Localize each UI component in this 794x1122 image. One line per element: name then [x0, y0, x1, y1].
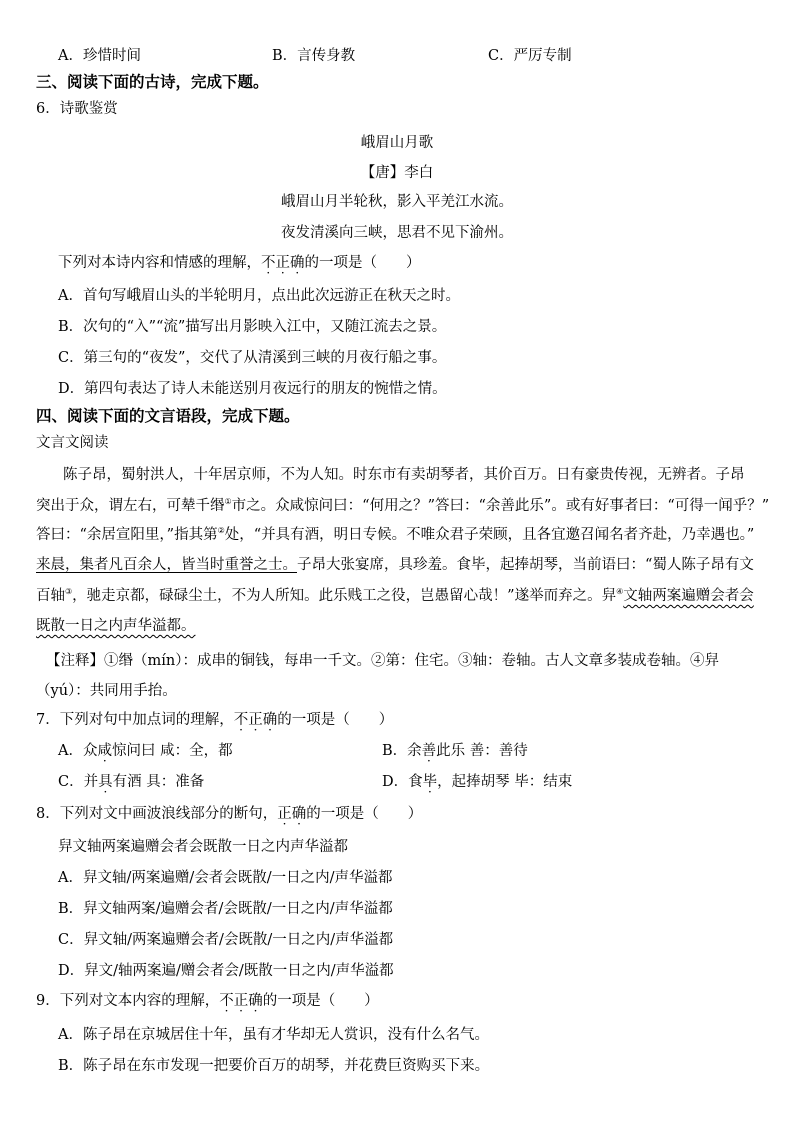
dotted-word: 具	[98, 774, 113, 790]
q6-option-a: A．首句写峨眉山头的半轮明月，点出此次远游正在秋天之时。	[58, 288, 460, 304]
poem-line-2: 夜发清溪向三峡，思君不见下渝州。	[281, 225, 513, 241]
q8-stem-dot: 正	[277, 806, 292, 822]
q9-option-a: A．陈子昂在京城居住十年，虽有才华却无人赏识，没有什么名气。	[58, 1027, 489, 1043]
passage-text: 答曰：“余居宣阳里，”指其第	[36, 527, 218, 543]
option-text: B．余	[382, 743, 422, 759]
footnote-ref: ④	[616, 587, 624, 597]
q8-option-b: B．舁文轴两案/遍赠会者/会既散/一日之内/声华溢都	[58, 901, 393, 917]
q7-option-a	[58, 739, 233, 760]
q9-stem-dot: 不	[219, 993, 234, 1009]
q8-stem	[36, 802, 422, 823]
q7-stem	[36, 708, 393, 729]
footnote-ref: ①	[224, 497, 232, 507]
passage-text: 子昂大张宴席，具珍羞。食毕，起捧胡琴，当前语曰：“蜀人陈子昂有文	[297, 557, 754, 573]
q8-stem-pre: 8．下列对文中画波浪线部分的断句，	[36, 806, 278, 822]
q8-stem-post: 的一项是（ ）	[306, 806, 423, 822]
poem-line-1: 峨眉山月半轮秋，影入平羌江水流。	[281, 194, 513, 210]
option-text: ，起捧胡琴 毕：结束	[437, 774, 573, 790]
wavy-underlined-text: 文轴两案遍赠会者会	[623, 588, 754, 604]
passage-text: 百轴	[36, 588, 65, 604]
dotted-word: 善	[421, 743, 437, 759]
q8-sentence: 舁文轴两案遍赠会者会既散一日之内声华溢都	[58, 839, 348, 855]
q5-option-b: B．言传身教	[272, 48, 356, 64]
poem-author: 【唐】李白	[360, 165, 434, 181]
q7-stem-dot: 不	[233, 712, 249, 728]
q7-stem-pre: 7．下列对句中加点词的理解，	[36, 712, 234, 728]
passage-line-1: 陈子昂，蜀射洪人，十年居京师，不为人知。时东市有卖胡琴者，其价百万。日有豪贵传视，无辨者。子昂	[63, 467, 745, 483]
section4-heading: 四、阅读下面的文言语段，完成下题。	[36, 406, 300, 425]
q8-stem-dot: 确	[291, 806, 307, 822]
option-text: C．并	[58, 774, 99, 790]
q6-stem-dot: 不	[261, 255, 276, 271]
wavy-underlined-text: 既散一日之内声华溢都。	[36, 618, 196, 634]
option-text: 惊问曰 咸：全，都	[111, 743, 233, 759]
q7-stem-post: 的一项是（ ）	[277, 712, 394, 728]
q6-stem	[58, 251, 421, 272]
q6-stem-dot: 正	[275, 255, 290, 271]
q5-option-a: A．珍惜时间	[58, 48, 141, 64]
q6-stem-dot: 确	[290, 255, 305, 271]
q6-stem-post: 的一项是（ ）	[304, 255, 421, 271]
section3-heading: 三、阅读下面的古诗，完成下题。	[36, 72, 269, 91]
q9-stem	[36, 989, 379, 1010]
q8-option-d: D．舁文/轴两案遍/赠会者会/既散一日之内/声华溢都	[58, 963, 394, 979]
option-text: 此乐 善：善待	[436, 743, 528, 759]
q9-stem-post: 的一项是（ ）	[262, 993, 379, 1009]
passage-line-3	[36, 523, 754, 544]
q6-option-c: C．第三句的“夜发”，交代了从清溪到三峡的月夜行船之事。	[58, 350, 447, 366]
q5-option-c: C．严厉专制	[488, 48, 572, 64]
q9-stem-dot: 确	[248, 993, 263, 1009]
underlined-sentence: 来晨，集者凡百余人，皆当时重誉之士。	[36, 557, 297, 573]
passage-line-5	[36, 584, 754, 605]
q7-stem-dot: 确	[262, 712, 278, 728]
section4-label: 文言文阅读	[36, 435, 109, 451]
passage-text: 突出于众，谓左右，可辇千缗	[36, 498, 225, 514]
dotted-word: 毕	[422, 774, 438, 790]
q6-option-d: D．第四句表达了诗人未能送别月夜远行的朋友的惋惜之情。	[58, 381, 447, 397]
q7-option-b	[382, 739, 528, 760]
notes-line-2: （yú）：共同用手抬。	[36, 683, 177, 699]
q6-stem-pre: 下列对本诗内容和情感的理解，	[58, 255, 261, 271]
option-text: A．众	[58, 743, 98, 759]
passage-line-4	[36, 553, 754, 574]
q6-option-b: B．次句的“入”“流”描写出月影映入江中，又随江流去之景。	[58, 319, 447, 335]
q8-option-c: C．舁文轴/两案遍赠会者/会既散/一日之内/声华溢都	[58, 932, 394, 948]
passage-text: ，驰走京都，碌碌尘土，不为人所知。此乐贱工之役，岂愚留心哉！”遂举而弃之。舁	[72, 588, 617, 604]
passage-line-6	[36, 614, 196, 635]
q9-option-b: B．陈子昂在东市发现一把要价百万的胡琴，并花费巨资购买下来。	[58, 1058, 490, 1074]
q9-stem-dot: 正	[233, 993, 249, 1009]
footnote-ref: ③	[65, 587, 73, 597]
footnote-ref: ②	[217, 526, 225, 536]
passage-text: 处，“并具有酒，明日专候。不唯众君子荣顾，且各宜邀召闻名者齐赴，乃幸遇也。”	[224, 527, 755, 543]
poem-title: 峨眉山月歌	[360, 135, 434, 151]
passage-line-2	[36, 494, 769, 515]
passage-text: 市之。众咸惊问曰：“何用之？”答曰：“余善此乐”。或有好事者曰：“可得一闻乎？”	[231, 498, 770, 514]
q9-stem-pre: 9．下列对文本内容的理解，	[36, 993, 220, 1009]
q6-label: 6．诗歌鉴赏	[36, 101, 118, 117]
q8-option-a: A．舁文轴/两案遍赠/会者会既散/一日之内/声华溢都	[58, 870, 393, 886]
option-text: D．食	[382, 774, 423, 790]
notes-line-1: 【注释】①缗（mín）：成串的铜钱，每串一千文。②第：住宅。③轴：卷轴。古人文章多装成卷轴。④舁	[46, 653, 719, 669]
option-text: 有酒 具：准备	[112, 774, 205, 790]
q7-stem-dot: 正	[248, 712, 263, 728]
dotted-word: 咸	[97, 743, 112, 759]
q7-option-c	[58, 770, 204, 791]
q7-option-d	[382, 770, 572, 791]
